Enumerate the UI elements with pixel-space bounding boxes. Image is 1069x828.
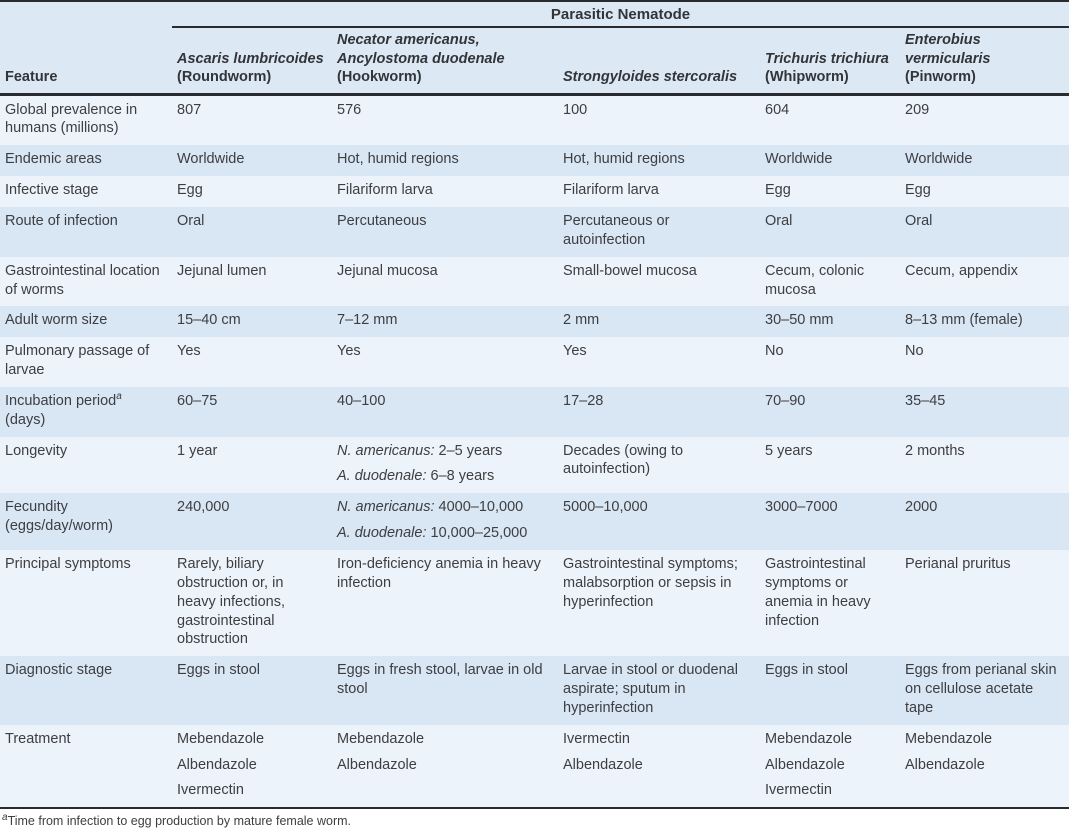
table-row bbox=[0, 145, 1069, 176]
cell-line: Cecum, appendix bbox=[905, 262, 1018, 279]
cell-line: 3000–7000 bbox=[765, 499, 838, 516]
cell-line: Eggs in stool bbox=[765, 662, 849, 679]
column-header-species-2 bbox=[332, 27, 558, 94]
column-header-species-3 bbox=[558, 27, 760, 94]
cell-line: Egg bbox=[905, 182, 931, 199]
cell-line: Egg bbox=[765, 182, 791, 199]
cell-line: A. duodenale: 6–8 years bbox=[337, 468, 495, 485]
column-header-species-4 bbox=[760, 27, 900, 94]
species-common-name: (Hookworm) bbox=[337, 69, 422, 86]
cell-line: Percutaneous bbox=[337, 213, 427, 230]
table-row bbox=[0, 725, 1069, 809]
cell-line: 1 year bbox=[177, 442, 218, 459]
cell-line: 17–28 bbox=[563, 392, 604, 409]
table-cell bbox=[760, 725, 900, 809]
species-latin-name: Trichuris trichiura bbox=[765, 50, 889, 67]
cell-line: Filariform larva bbox=[337, 182, 433, 199]
table-row bbox=[0, 656, 1069, 725]
table-row bbox=[0, 94, 1069, 145]
cell-line: Treatment bbox=[5, 730, 71, 747]
table-cell bbox=[558, 725, 760, 809]
cell-line: Adult worm size bbox=[5, 312, 108, 329]
column-header-species-5 bbox=[900, 27, 1069, 94]
cell-line: 5000–10,000 bbox=[563, 499, 648, 516]
cell-line: 70–90 bbox=[765, 392, 806, 409]
cell-line: Mebendazole bbox=[177, 730, 265, 747]
species-latin-name: Strongyloides stercoralis bbox=[563, 69, 738, 86]
feature-label bbox=[0, 550, 172, 656]
cell-line: Yes bbox=[563, 343, 587, 360]
table-cell bbox=[900, 550, 1069, 656]
cell-line: Albendazole bbox=[905, 756, 985, 773]
table-cell bbox=[760, 207, 900, 257]
species-common-name: (Roundworm) bbox=[177, 69, 272, 86]
cell-line: Principal symptoms bbox=[5, 555, 131, 572]
table-cell bbox=[332, 257, 558, 307]
table-cell bbox=[332, 493, 558, 550]
feature-label bbox=[0, 176, 172, 207]
cell-line: N. americanus: 4000–10,000 bbox=[337, 499, 524, 516]
cell-line: Global prevalence in humans (millions) bbox=[5, 101, 138, 137]
table-row bbox=[0, 337, 1069, 387]
feature-label bbox=[0, 437, 172, 494]
cell-line: Albendazole bbox=[765, 756, 845, 773]
cell-line: Hot, humid regions bbox=[337, 151, 459, 168]
table-cell bbox=[760, 656, 900, 725]
cell-line: Decades (owing to autoinfection) bbox=[563, 442, 684, 478]
cell-line: 5 years bbox=[765, 442, 813, 459]
table-cell bbox=[172, 437, 332, 494]
cell-line: 807 bbox=[177, 101, 202, 118]
table-cell bbox=[558, 550, 760, 656]
table-cell bbox=[558, 176, 760, 207]
table-cell bbox=[558, 656, 760, 725]
cell-line: Rarely, biliary obstruction or, in heavy infections, gastrointestinal obstruction bbox=[177, 555, 286, 648]
table-cell bbox=[558, 306, 760, 337]
cell-line: Gastrointestinal symptoms; malabsorption or sepsis in hyperinfection bbox=[563, 555, 738, 610]
table-cell bbox=[558, 257, 760, 307]
cell-line: Incubation period$^a$ (days) bbox=[5, 391, 122, 428]
feature-label bbox=[0, 725, 172, 809]
column-header-species-1 bbox=[172, 27, 332, 94]
table-cell bbox=[172, 257, 332, 307]
table-cell bbox=[900, 493, 1069, 550]
table-cell bbox=[558, 145, 760, 176]
table-cell bbox=[332, 656, 558, 725]
table-cell bbox=[172, 176, 332, 207]
table-cell bbox=[172, 207, 332, 257]
cell-line: 209 bbox=[905, 101, 930, 118]
cell-line: 35–45 bbox=[905, 392, 946, 409]
cell-line: Iron-deficiency anemia in heavy infection bbox=[337, 555, 541, 591]
table-cell bbox=[332, 725, 558, 809]
feature-column-header: Feature bbox=[0, 27, 172, 94]
table-cell bbox=[172, 306, 332, 337]
cell-line: Infective stage bbox=[5, 182, 99, 199]
table-cell bbox=[332, 337, 558, 387]
cell-line: Mebendazole bbox=[337, 730, 425, 747]
feature-label bbox=[0, 656, 172, 725]
cell-line: Oral bbox=[177, 213, 205, 230]
cell-line: Ivermectin bbox=[177, 782, 244, 799]
cell-line: Ivermectin bbox=[563, 730, 630, 747]
cell-line: Fecundity (eggs/day/worm) bbox=[5, 499, 113, 535]
cell-line: 576 bbox=[337, 101, 362, 118]
table-cell bbox=[172, 387, 332, 437]
table-cell bbox=[558, 437, 760, 494]
cell-line: Albendazole bbox=[563, 756, 643, 773]
cell-line: 7–12 mm bbox=[337, 312, 398, 329]
cell-line: Yes bbox=[337, 343, 361, 360]
table-cell bbox=[760, 306, 900, 337]
cell-line: 40–100 bbox=[337, 392, 386, 409]
table-cell bbox=[760, 437, 900, 494]
species-latin-name: Ascaris lumbricoides bbox=[177, 50, 324, 67]
table-cell bbox=[332, 207, 558, 257]
table-cell bbox=[172, 337, 332, 387]
cell-line: Diagnostic stage bbox=[5, 662, 113, 679]
table-cell bbox=[332, 387, 558, 437]
cell-line: Jejunal lumen bbox=[177, 262, 267, 279]
table-cell bbox=[558, 94, 760, 145]
cell-line: N. americanus: 2–5 years bbox=[337, 442, 503, 459]
table-cell bbox=[760, 493, 900, 550]
table-cell bbox=[760, 257, 900, 307]
cell-line: Gastrointestinal symptoms or anemia in heavy infection bbox=[765, 555, 871, 629]
table-cell bbox=[172, 550, 332, 656]
feature-label bbox=[0, 387, 172, 437]
cell-line: No bbox=[765, 343, 784, 360]
cell-line: 8–13 mm (female) bbox=[905, 312, 1023, 329]
feature-label bbox=[0, 257, 172, 307]
table-cell bbox=[760, 550, 900, 656]
table-cell bbox=[900, 306, 1069, 337]
table-row bbox=[0, 207, 1069, 257]
cell-line: Longevity bbox=[5, 442, 68, 459]
table-row bbox=[0, 550, 1069, 656]
table-cell bbox=[900, 145, 1069, 176]
cell-line: Yes bbox=[177, 343, 201, 360]
table-row bbox=[0, 176, 1069, 207]
table-cell bbox=[332, 145, 558, 176]
cell-line: 240,000 bbox=[177, 499, 230, 516]
table-cell bbox=[558, 337, 760, 387]
table-cell bbox=[900, 725, 1069, 809]
cell-line: Worldwide bbox=[905, 151, 973, 168]
table-cell bbox=[900, 257, 1069, 307]
feature-label bbox=[0, 306, 172, 337]
feature-label bbox=[0, 94, 172, 145]
cell-line: 60–75 bbox=[177, 392, 218, 409]
table-cell bbox=[900, 387, 1069, 437]
cell-line: Mebendazole bbox=[765, 730, 853, 747]
feature-label bbox=[0, 145, 172, 176]
feature-label bbox=[0, 207, 172, 257]
cell-line: Filariform larva bbox=[563, 182, 659, 199]
cell-line: Cecum, colonic mucosa bbox=[765, 262, 865, 298]
cell-line: Ivermectin bbox=[765, 782, 832, 799]
table-cell bbox=[900, 207, 1069, 257]
table-footnote bbox=[0, 809, 1069, 828]
cell-line: Eggs in fresh stool, larvae in old stool bbox=[337, 662, 543, 698]
cell-line: Endemic areas bbox=[5, 151, 102, 168]
feature-label bbox=[0, 337, 172, 387]
table-cell bbox=[760, 337, 900, 387]
cell-line: Route of infection bbox=[5, 213, 118, 230]
cell-line: Perianal pruritus bbox=[905, 555, 1011, 572]
table-row bbox=[0, 493, 1069, 550]
table-cell bbox=[172, 493, 332, 550]
cell-line: Worldwide bbox=[765, 151, 833, 168]
table-cell bbox=[900, 437, 1069, 494]
table-cell bbox=[332, 437, 558, 494]
cell-line: Gastrointestinal location of worms bbox=[5, 262, 160, 298]
table-row bbox=[0, 437, 1069, 494]
cell-line: A. duodenale: 10,000–25,000 bbox=[337, 525, 528, 542]
table-cell bbox=[172, 725, 332, 809]
table-cell bbox=[760, 387, 900, 437]
cell-line: Jejunal mucosa bbox=[337, 262, 438, 279]
cell-line: 2000 bbox=[905, 499, 938, 516]
table-cell bbox=[900, 176, 1069, 207]
corner-cell bbox=[0, 1, 172, 27]
cell-line: 100 bbox=[563, 101, 588, 118]
cell-line: 15–40 cm bbox=[177, 312, 241, 329]
cell-line: Eggs from perianal skin on cellulose acetate tape bbox=[905, 662, 1057, 716]
cell-line: Albendazole bbox=[177, 756, 257, 773]
cell-line: Eggs in stool bbox=[177, 662, 261, 679]
cell-line: Oral bbox=[765, 213, 793, 230]
cell-line: Percutaneous or autoinfection bbox=[563, 213, 670, 248]
cell-line: Small-bowel mucosa bbox=[563, 262, 697, 279]
column-header-row bbox=[0, 27, 1069, 94]
table-cell bbox=[172, 656, 332, 725]
table-row bbox=[0, 306, 1069, 337]
cell-line: Worldwide bbox=[177, 151, 245, 168]
cell-line: Hot, humid regions bbox=[563, 151, 685, 168]
cell-line: Pulmonary passage of larvae bbox=[5, 343, 150, 379]
cell-line: 604 bbox=[765, 101, 790, 118]
table-row bbox=[0, 387, 1069, 437]
cell-line: Egg bbox=[177, 182, 203, 199]
table-cell bbox=[558, 387, 760, 437]
table-cell bbox=[172, 145, 332, 176]
table-row bbox=[0, 257, 1069, 307]
table-cell bbox=[172, 94, 332, 145]
cell-line: 2 mm bbox=[563, 312, 600, 329]
cell-line: Oral bbox=[905, 213, 933, 230]
cell-line: Albendazole bbox=[337, 756, 417, 773]
group-header-row bbox=[0, 1, 1069, 27]
cell-line: Mebendazole bbox=[905, 730, 993, 747]
table-cell bbox=[760, 94, 900, 145]
table-cell bbox=[760, 176, 900, 207]
table-cell bbox=[760, 145, 900, 176]
cell-line: 30–50 mm bbox=[765, 312, 834, 329]
table-cell bbox=[558, 207, 760, 257]
table-cell bbox=[900, 337, 1069, 387]
table-cell bbox=[332, 550, 558, 656]
table-cell bbox=[558, 493, 760, 550]
table-cell bbox=[332, 94, 558, 145]
cell-line: Larvae in stool or duodenal aspirate; sputum in hyperinfection bbox=[563, 662, 738, 716]
cell-line: No bbox=[905, 343, 924, 360]
species-common-name: (Pinworm) bbox=[905, 69, 976, 86]
table-cell bbox=[900, 656, 1069, 725]
cell-line: 2 months bbox=[905, 442, 965, 459]
feature-label bbox=[0, 493, 172, 550]
table-cell bbox=[332, 306, 558, 337]
table-cell bbox=[332, 176, 558, 207]
species-common-name: (Whipworm) bbox=[765, 69, 849, 86]
table-group-header: Parasitic Nematode bbox=[172, 1, 1069, 27]
species-latin-name: Necator americanus, Ancylostoma duodenale bbox=[337, 32, 505, 67]
species-latin-name: Enterobius vermicularis bbox=[905, 32, 991, 67]
table-cell bbox=[900, 94, 1069, 145]
cell-line: $^a$Time from infection to egg production by mature female worm. bbox=[2, 812, 351, 828]
